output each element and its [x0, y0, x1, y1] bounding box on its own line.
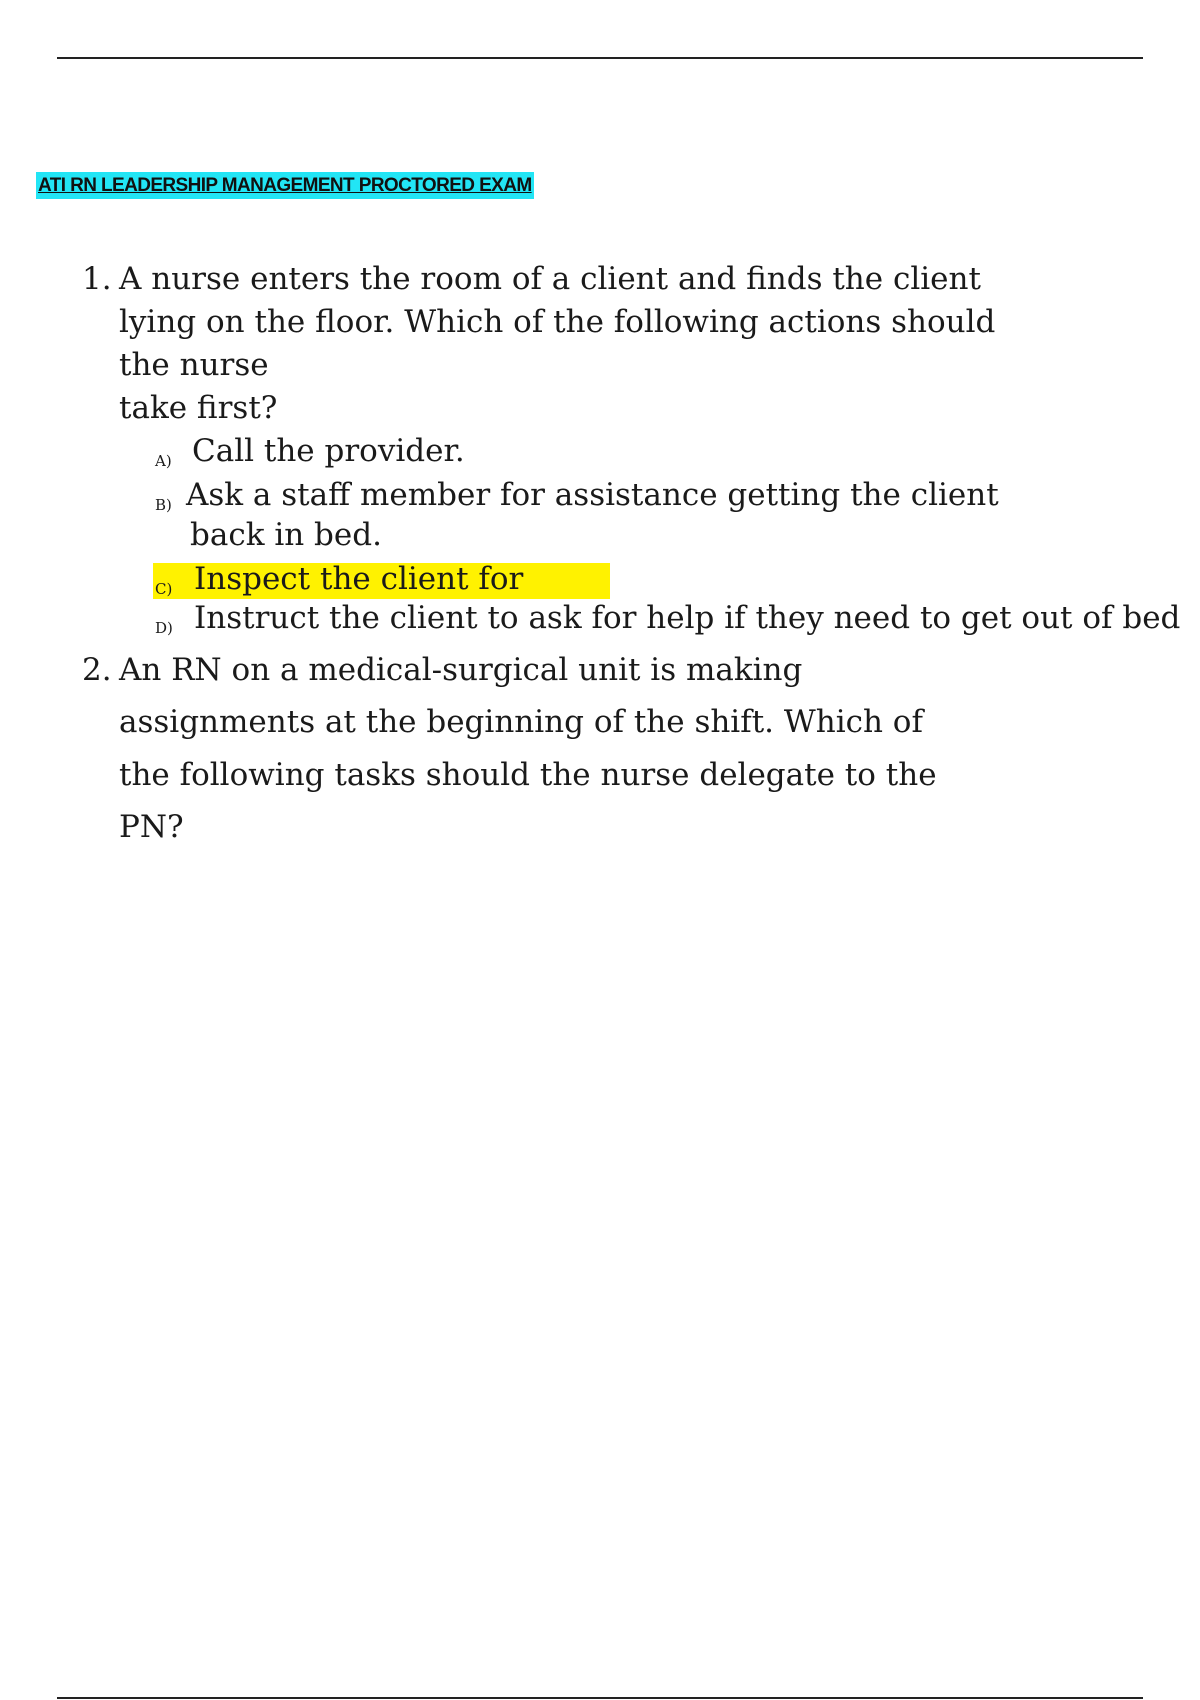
bottom-divider [57, 1697, 1143, 1699]
question-text-line: take first? [119, 390, 278, 426]
question-text-line: lying on the floor. Which of the following actions should [119, 304, 996, 340]
question-text-line: the following tasks should the nurse delegate to the [119, 757, 937, 793]
option-letter: D) [155, 619, 173, 637]
question-text-line: PN? [119, 809, 184, 845]
question-text-line: An RN on a medical-surgical unit is making [119, 652, 803, 688]
top-divider [57, 57, 1143, 59]
question-number: 1. [82, 261, 112, 297]
option-text: Call the provider. [192, 433, 465, 469]
question-text-line: A nurse enters the room of a client and finds the client [119, 261, 981, 297]
option-text: back in bed. [190, 517, 382, 553]
question-text-line: the nurse [119, 347, 269, 383]
document-title: ATI RN LEADERSHIP MANAGEMENT PROCTORED EXAM [36, 172, 534, 199]
option-letter: B) [155, 496, 172, 514]
option-text: Ask a staff member for assistance getting the client [186, 477, 999, 513]
question-text-line: assignments at the beginning of the shift. Which of [119, 704, 923, 740]
option-text: Instruct the client to ask for help if they need to get out of bed [194, 600, 1181, 636]
option-letter: A) [155, 452, 172, 470]
question-number: 2. [82, 652, 112, 688]
option-text: Inspect the client for [194, 561, 524, 597]
option-letter: C) [155, 580, 173, 598]
